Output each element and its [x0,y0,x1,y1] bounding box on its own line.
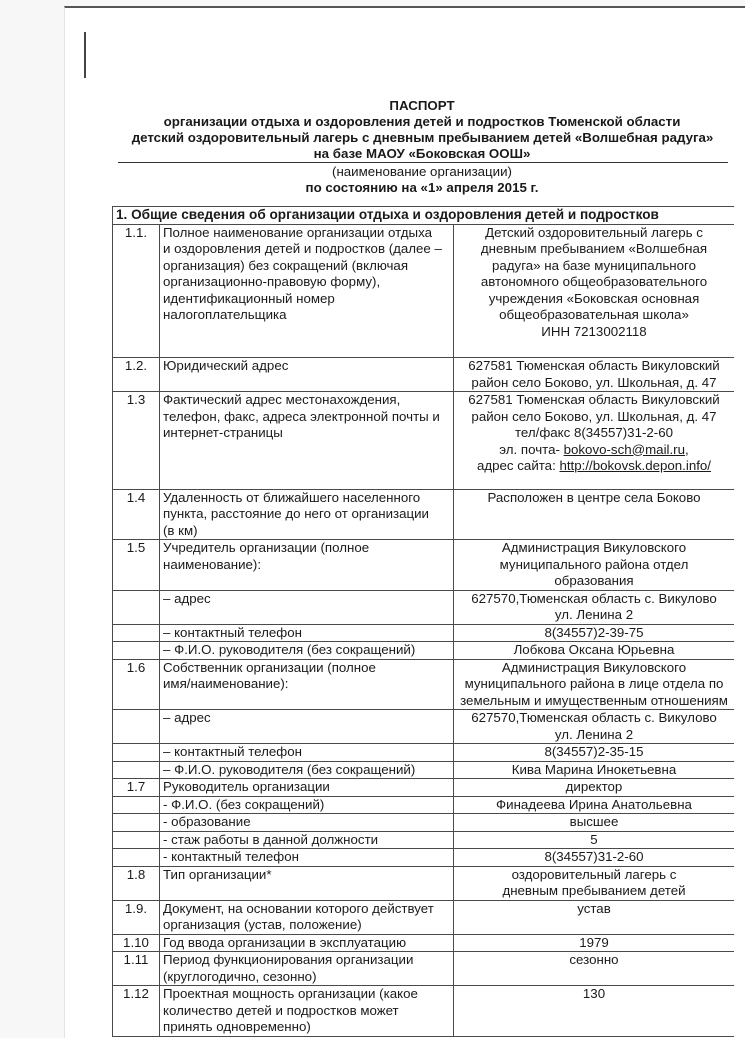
row-value [454,900,735,934]
passport-table [112,206,734,1037]
label-line: пункта, расстояние до него от организации [163,506,429,521]
row-label [160,796,454,814]
label-line: идентификационный номер [163,290,335,306]
table-row [113,659,735,710]
value-line: ИНН 7213002118 [541,323,647,339]
label-line: – контактный телефон [163,744,302,759]
row-value [454,796,735,814]
value-line: муниципального района в лице отдела по [464,676,724,691]
row-value [454,224,735,358]
value-line: 8(34557)2-39-75 [544,624,644,640]
label-line: – адрес [163,590,211,606]
table-row [113,779,735,797]
value-line: автономного общеобразовательного [480,274,708,289]
row-label [160,540,454,591]
section-header-row [113,207,735,225]
row-value [454,934,735,952]
value-line: Лобкова Оксана Юрьевна [513,642,675,657]
value-line: Расположен в центре села Боково [487,489,701,505]
label-line: Проектная мощность организации (какое [163,986,418,1001]
label-line: имя/наименование): [163,676,289,691]
row-number: 1.3 [113,392,160,490]
value-line: 627581 Тюменская область Викуловский [468,358,720,373]
row-value [454,659,735,710]
title-line-3: на базе МАОУ «Боковская ООШ» [313,146,531,161]
row-label [160,866,454,900]
label-line: телефон, факс, адреса электронной почты и [163,408,440,424]
row-value [454,624,735,642]
table-row [113,642,735,660]
row-label [160,489,454,540]
row-number: 1.9. [113,900,160,934]
value-line: дневным пребыванием «Волшебная [480,241,708,256]
row-number [113,710,160,744]
row-value [454,358,735,392]
row-value [454,392,735,490]
row-number: 1.4 [113,489,160,540]
row-label [160,358,454,392]
label-line: интернет-страницы [163,425,283,440]
row-label [160,744,454,762]
row-value [454,952,735,986]
table-row [113,934,735,952]
label-line: – контактный телефон [163,624,302,640]
row-value [454,831,735,849]
table-row [113,489,735,540]
row-value [454,489,735,540]
row-value [454,814,735,832]
row-number [113,642,160,660]
label-line: - стаж работы в данной должности [163,831,379,847]
row-label [160,934,454,952]
value-line: район село Боково, ул. Школьная, д. 47 [471,374,717,390]
value-line: Кива Марина Инокетьевна [511,761,677,777]
label-line: Тип организации* [163,866,272,882]
row-number [113,761,160,779]
website-prefix: адрес сайта: [476,458,560,473]
title-caption: (наименование организации) [332,164,512,179]
row-label [160,392,454,490]
value-line: учреждения «Боковская основная [488,290,700,306]
value-line: сезонно [569,952,619,967]
row-value [454,540,735,591]
value-line: 8(34557)31-2-60 [544,849,644,864]
row-number: 1.12 [113,986,160,1037]
label-line: Юридический адрес [163,358,289,373]
label-line: организация) без сокращений (включая [163,257,409,273]
row-label [160,624,454,642]
row-number: 1.2. [113,358,160,392]
value-line: Финадеева Ирина Анатольевна [496,796,692,812]
value-line: радуга» на базе муниципального [492,257,696,273]
label-line: – Ф.И.О. руководителя (без сокращений) [163,761,416,777]
email-link[interactable]: bokovo-sch@mail.ru [563,441,686,457]
row-label [160,659,454,710]
title-line-2: детский оздоровительный лагерь с дневным пребыванием детей «Волшебная радуга» [131,130,714,145]
label-line: принять одновременно) [163,1019,311,1034]
label-line: - Ф.И.О. (без сокращений) [163,796,325,812]
row-value [454,744,735,762]
row-value [454,642,735,660]
label-line: (в км) [163,522,198,538]
row-number [113,624,160,642]
email-prefix: эл. почта- [499,441,564,457]
row-label [160,224,454,358]
row-number [113,849,160,867]
value-line: Детский оздоровительный лагерь с [485,224,703,240]
margin-mark [84,32,86,78]
label-line: - образование [163,814,251,829]
label-line: – Ф.И.О. руководителя (без сокращений) [163,642,416,657]
value-line: тел/факс 8(34557)31-2-60 [514,425,674,440]
row-label [160,900,454,934]
row-value [454,710,735,744]
row-number [113,590,160,624]
table-row [113,392,735,490]
row-number [113,831,160,849]
row-label [160,642,454,660]
value-line: 627570,Тюменская область с. Викулово [471,710,717,725]
row-number [113,814,160,832]
email-suffix: , [685,441,689,457]
table-row [113,744,735,762]
value-line: образования [554,573,634,588]
row-value [454,761,735,779]
email-line [457,442,731,459]
row-number [113,744,160,762]
label-line: организация (устав, положение) [163,917,362,932]
label-line: Полное наименование организации отдыха [163,224,432,240]
row-number: 1.11 [113,952,160,986]
value-line: высшее [569,814,619,829]
title-line-1: организации отдыха и оздоровления детей и подростков Тюменской области [163,114,681,129]
row-number: 1.1. [113,224,160,358]
label-line: Год ввода организации в эксплуатацию [163,934,407,950]
value-line: 130 [582,986,606,1001]
value-line: директор [565,779,623,794]
label-line: наименование): [163,556,262,572]
row-label [160,831,454,849]
label-line: Учредитель организации (полное [163,540,370,555]
label-line: – адрес [163,710,211,725]
table-row [113,986,735,1037]
value-line: 5 [590,831,598,847]
table-row [113,952,735,986]
table-row [113,710,735,744]
label-line: Период функционирования организации [163,952,414,967]
value-line: оздоровительный лагерь с [511,866,677,882]
section-title: 1. Общие сведения об организации отдыха и оздоровления детей и подростков [113,207,735,225]
label-line: организационно-правовую форму), [163,274,381,289]
row-value [454,866,735,900]
row-label [160,761,454,779]
label-line: Удаленность от ближайшего населенного [163,489,421,505]
row-label [160,849,454,867]
table-row [113,590,735,624]
label-line: Собственник организации (полное [163,659,376,675]
date-line: по состоянию на «1» апреля 2015 г. [305,180,539,195]
table-row [113,866,735,900]
website-link[interactable]: http://bokovsk.depon.info/ [559,458,712,473]
row-value [454,849,735,867]
label-line: Руководитель организации [163,779,330,794]
row-number: 1.5 [113,540,160,591]
row-value [454,986,735,1037]
row-number [113,796,160,814]
table-row [113,540,735,591]
table-row [113,900,735,934]
value-line: ул. Ленина 2 [554,726,634,742]
row-number: 1.10 [113,934,160,952]
value-line: 627570,Тюменская область с. Викулово [471,590,717,606]
label-line: Фактический адрес местонахождения, [163,392,401,407]
row-label [160,952,454,986]
row-value [454,590,735,624]
table-row [113,849,735,867]
row-value [454,779,735,797]
value-line: муниципального района отдел [499,556,689,572]
row-number: 1.7 [113,779,160,797]
table-row [113,814,735,832]
row-label [160,986,454,1037]
value-line: устав [577,900,611,916]
label-line: (круглогодично, сезонно) [163,968,317,984]
table-row [113,224,735,358]
label-line: количество детей и подростков может [163,1002,399,1018]
website-line [457,458,731,475]
row-number: 1.8 [113,866,160,900]
value-line: 627581 Тюменская область Викуловский [468,392,720,407]
row-label [160,590,454,624]
row-label [160,779,454,797]
value-line: Администрация Викуловского [501,659,687,675]
document-title: ПАСПОРТ [389,98,455,113]
label-line: и оздоровления детей и подростков (далее – [163,241,442,256]
title-underline [118,162,728,163]
label-line: налогоплательщика [163,307,287,322]
label-line: - контактный телефон [163,849,299,864]
table-row [113,358,735,392]
value-line: 1979 [579,934,609,950]
value-line: 8(34557)2-35-15 [544,744,644,759]
value-line: ул. Ленина 2 [554,607,634,622]
value-line: Администрация Викуловского [501,540,687,555]
value-line: дневным пребыванием детей [502,883,686,898]
value-line: район село Боково, ул. Школьная, д. 47 [471,408,717,424]
row-label [160,814,454,832]
row-label [160,710,454,744]
table-row [113,761,735,779]
label-line: Документ, на основании которого действует [163,900,434,916]
row-number: 1.6 [113,659,160,710]
value-line: земельным и имущественным отношениям [460,692,728,708]
table-row [113,796,735,814]
table-row [113,831,735,849]
value-line: общеобразовательная школа» [499,307,689,322]
table-row [113,624,735,642]
